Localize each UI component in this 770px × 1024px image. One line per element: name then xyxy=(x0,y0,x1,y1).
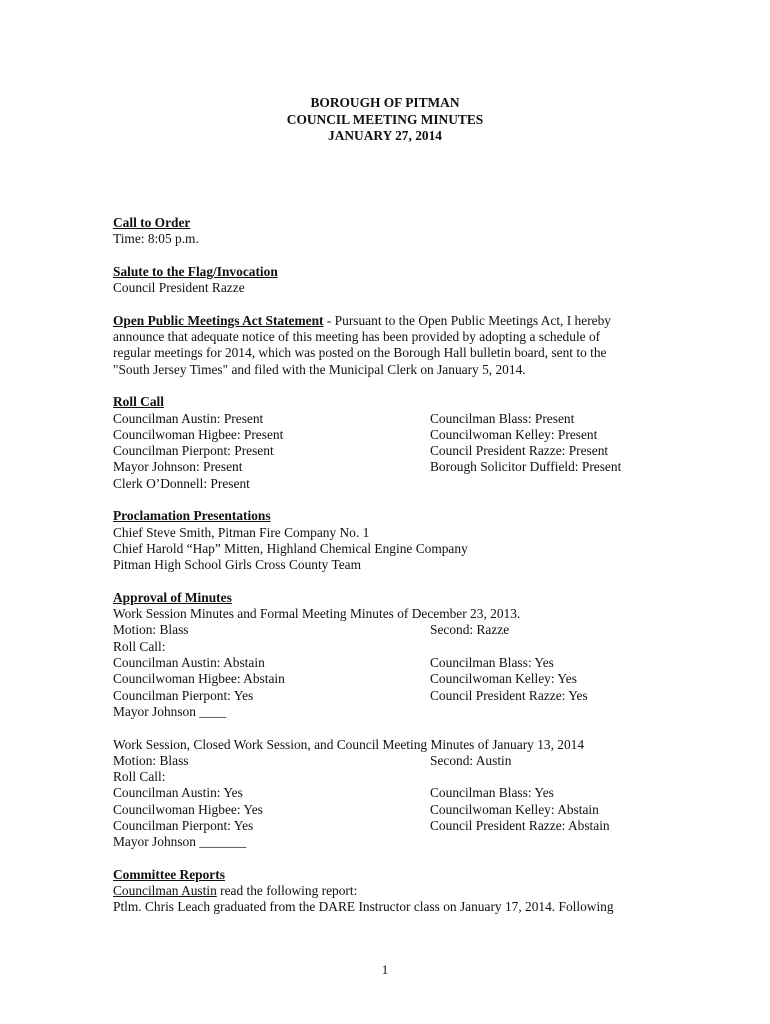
mayor-vote: Mayor Johnson ____ xyxy=(113,703,227,719)
motion-text: Motion: Blass xyxy=(113,622,189,638)
vote-row xyxy=(113,802,658,818)
motion-text: Motion: Blass xyxy=(113,752,189,768)
approval-block1-title: Work Session Minutes and Formal Meeting Minutes of December 23, 2013. xyxy=(113,606,521,622)
vote-right: Councilwoman Kelley: Yes xyxy=(430,671,577,687)
roll-call-right: Council President Razze: Present xyxy=(430,443,609,459)
roll-call-row xyxy=(113,459,658,475)
roll-call-left: Clerk O’Donnell: Present xyxy=(113,475,250,491)
mayor-vote: Mayor Johnson _______ xyxy=(113,834,247,850)
vote-row xyxy=(113,688,658,704)
vote-right: Councilman Blass: Yes xyxy=(430,655,554,671)
second-text: Second: Austin xyxy=(430,752,512,768)
opma-line-3: regular meetings for 2014, which was posted on the Borough Hall bulletin board, sent to the xyxy=(113,345,607,361)
committee-heading: Committee Reports xyxy=(113,866,225,882)
roll-call-left: Councilwoman Higbee: Present xyxy=(113,426,284,442)
roll-call-right: Borough Solicitor Duffield: Present xyxy=(430,459,622,475)
salute-text: Council President Razze xyxy=(113,280,245,296)
roll-call-row xyxy=(113,427,658,443)
proclamation-item: Pitman High School Girls Cross County Team xyxy=(113,557,362,573)
opma-line-2: announce that adequate notice of this meeting has been provided by adopting a schedule of xyxy=(113,329,601,345)
committee-reporter-suffix: read the following report: xyxy=(216,883,358,899)
committee-text: Ptlm. Chris Leach graduated from the DARE Instructor class on January 17, 2014. Following xyxy=(113,899,614,915)
approval-block1-motion-row xyxy=(113,622,658,638)
roll-call-row xyxy=(113,443,658,459)
vote-row xyxy=(113,785,658,801)
opma-text-1: - Pursuant to the Open Public Meetings Act, I hereby xyxy=(323,312,611,328)
roll-call-right: Councilman Blass: Present xyxy=(430,410,575,426)
committee-reporter-line xyxy=(113,883,658,899)
vote-left: Councilman Pierpont: Yes xyxy=(113,817,254,833)
vote-right: Councilman Blass: Yes xyxy=(430,785,554,801)
roll-call-heading: Roll Call xyxy=(113,394,164,410)
roll-call-left: Councilman Austin: Present xyxy=(113,410,264,426)
vote-left: Councilman Austin: Yes xyxy=(113,785,243,801)
second-text: Second: Razze xyxy=(430,622,510,638)
title-line-3: JANUARY 27, 2014 xyxy=(328,128,442,143)
vote-row xyxy=(113,818,658,834)
roll-call-left: Mayor Johnson: Present xyxy=(113,459,243,475)
roll-call-right: Councilwoman Kelley: Present xyxy=(430,426,598,442)
opma-heading: Open Public Meetings Act Statement xyxy=(113,312,324,328)
minutes-body xyxy=(113,215,658,916)
roll-call-label: Roll Call: xyxy=(113,638,166,654)
vote-row xyxy=(113,671,658,687)
vote-left: Councilman Pierpont: Yes xyxy=(113,687,254,703)
roll-call-row xyxy=(113,411,658,427)
opma-line-1 xyxy=(113,313,658,329)
proclamation-item: Chief Harold “Hap” Mitten, Highland Chemical Engine Company xyxy=(113,540,468,556)
vote-right: Councilwoman Kelley: Abstain xyxy=(430,801,599,817)
approval-block2-motion-row xyxy=(113,753,658,769)
salute-heading: Salute to the Flag/Invocation xyxy=(113,263,278,279)
approval-block2-title: Work Session, Closed Work Session, and Council Meeting Minutes of January 13, 2014 xyxy=(113,736,585,752)
vote-right: Council President Razze: Yes xyxy=(430,687,588,703)
proclamation-item: Chief Steve Smith, Pitman Fire Company No. 1 xyxy=(113,524,370,540)
vote-right: Council President Razze: Abstain xyxy=(430,817,610,833)
title-line-1: BOROUGH OF PITMAN xyxy=(310,95,460,110)
vote-left: Councilman Austin: Abstain xyxy=(113,655,265,671)
call-to-order-heading: Call to Order xyxy=(113,215,191,230)
proclamations-heading: Proclamation Presentations xyxy=(113,508,271,524)
page-number: 1 xyxy=(381,962,389,977)
roll-call-left: Councilman Pierpont: Present xyxy=(113,443,274,459)
vote-row xyxy=(113,655,658,671)
roll-call-label: Roll Call: xyxy=(113,769,166,785)
call-to-order-time: Time: 8:05 p.m. xyxy=(113,231,199,247)
title-line-2: COUNCIL MEETING MINUTES xyxy=(286,111,484,127)
approval-heading: Approval of Minutes xyxy=(113,589,232,605)
committee-reporter: Councilman Austin xyxy=(113,883,217,899)
vote-left: Councilwoman Higbee: Abstain xyxy=(113,671,285,687)
roll-call-row xyxy=(113,476,658,492)
vote-left: Councilwoman Higbee: Yes xyxy=(113,801,263,817)
document-title xyxy=(0,95,770,145)
opma-line-4: "South Jersey Times" and filed with the Municipal Clerk on January 5, 2014. xyxy=(113,361,526,377)
